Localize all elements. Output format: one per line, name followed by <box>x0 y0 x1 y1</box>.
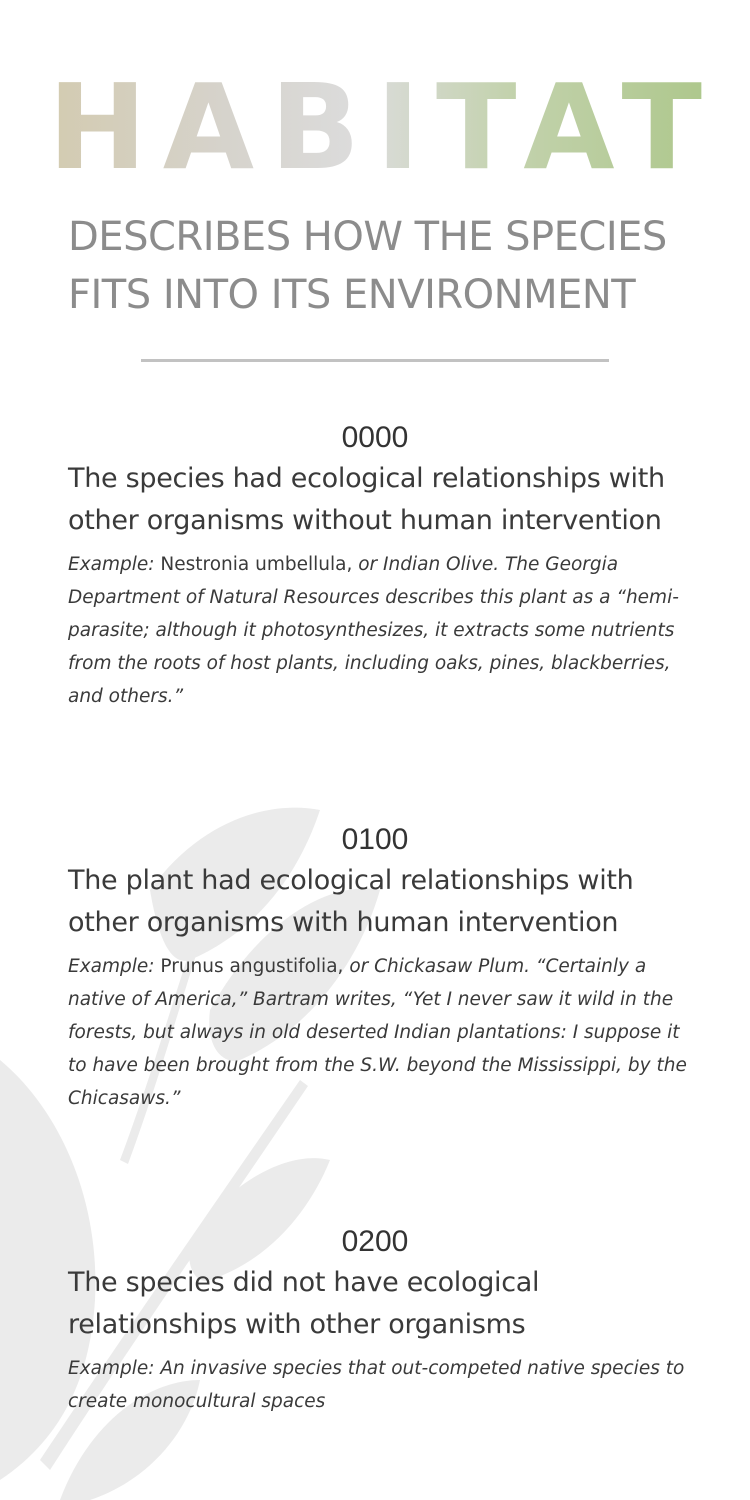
section-code: 0200 <box>341 1225 409 1258</box>
example-body: An invasive species that out-competed native species to create monocultural spaces <box>68 1358 685 1412</box>
habitat-section-0000 <box>68 420 688 713</box>
page-title: HABITAT <box>0 62 750 192</box>
habitat-section-0200 <box>68 1224 688 1418</box>
section-heading: The species had ecological relationships with other organisms without human intervention <box>68 463 665 536</box>
example-body: or Indian Olive. The Georgia Department of Natural Resources describes this plant as a “hemi-parasite; although it photosynthesizes, it extracts some nutrients from the roots of host plants, including oaks, pines, blackberries, and others.” <box>68 554 679 707</box>
example-label: Example: <box>68 554 155 575</box>
example-species: Nestronia umbellula, <box>160 554 353 575</box>
habitat-section-0100 <box>68 822 688 1115</box>
section-heading: The plant had ecological relationships with other organisms with human intervention <box>68 865 634 938</box>
section-heading: The species did not have ecological relationships with other organisms <box>68 1267 540 1340</box>
example-label: Example: <box>68 956 155 977</box>
section-example <box>68 950 688 1115</box>
section-code: 0100 <box>341 823 409 856</box>
section-code: 0000 <box>341 421 409 454</box>
divider <box>141 359 609 362</box>
section-example <box>68 548 688 713</box>
page-subtitle: DESCRIBES HOW THE SPECIES FITS INTO ITS ENVIRONMENT <box>68 214 667 318</box>
example-label: Example: <box>68 1358 155 1379</box>
section-example <box>68 1352 688 1418</box>
example-species: Prunus angustifolia, <box>160 956 344 977</box>
example-body: or Chickasaw Plum. “Certainly a native of America,” Bartram writes, “Yet I never saw it wild in the forests, but always in old deserted Indian plantations: I suppose it to have been brought from the S.W. beyond the Mississippi, by the Chicasaws.” <box>68 956 687 1109</box>
